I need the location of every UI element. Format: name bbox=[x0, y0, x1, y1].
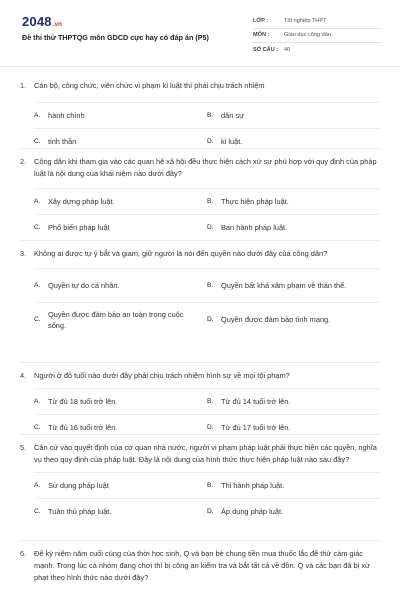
option-text: tinh thần bbox=[48, 137, 77, 147]
question-number: 2. bbox=[20, 157, 27, 166]
logo-text: 2048 bbox=[22, 14, 52, 29]
option-a[interactable] bbox=[34, 280, 207, 291]
question-4 bbox=[20, 370, 380, 440]
option-text: Sử dụng pháp luật bbox=[48, 481, 109, 491]
question-header bbox=[20, 548, 380, 585]
option-text: Từ đủ 14 tuổi trở lên. bbox=[221, 397, 291, 407]
option-text: Ban hành pháp luật. bbox=[221, 223, 288, 233]
option-c[interactable] bbox=[34, 222, 207, 233]
meta-key: LỚP : bbox=[253, 17, 269, 24]
question-header bbox=[20, 248, 380, 260]
question-number: 5. bbox=[20, 443, 27, 452]
question-number: 3. bbox=[20, 249, 27, 258]
option-text: Quyền tự do cá nhân. bbox=[48, 281, 120, 291]
option-text: Quyền được đảm bảo tính mạng. bbox=[221, 315, 331, 325]
option-text: Tuân thủ pháp luật. bbox=[48, 507, 112, 517]
question-text: Cán bộ, công chức, viên chức vi phạm kỉ luật thì phải chịu trách nhiệm bbox=[34, 81, 265, 90]
question-number: 4. bbox=[20, 371, 27, 380]
question-divider bbox=[20, 540, 380, 541]
option-letter: C. bbox=[34, 424, 41, 432]
option-text: Quyền bất khả xâm phạm về thân thể. bbox=[221, 281, 347, 291]
option-row bbox=[34, 129, 380, 154]
option-letter: D. bbox=[207, 316, 214, 324]
question-divider bbox=[20, 240, 380, 241]
option-row bbox=[34, 103, 380, 129]
question-divider bbox=[20, 148, 380, 149]
option-c[interactable] bbox=[34, 309, 207, 331]
question-divider bbox=[20, 434, 380, 435]
question-number: 6. bbox=[20, 549, 27, 558]
option-text: Thực hiện pháp luật. bbox=[221, 197, 289, 207]
option-letter: C. bbox=[34, 508, 41, 516]
question-header bbox=[20, 442, 380, 466]
option-d[interactable] bbox=[207, 136, 380, 147]
question-header bbox=[20, 80, 380, 92]
option-a[interactable] bbox=[34, 110, 207, 121]
question-3 bbox=[20, 248, 380, 336]
meta-value: 40 bbox=[284, 46, 291, 53]
option-b[interactable] bbox=[207, 396, 380, 407]
option-letter: B. bbox=[207, 112, 214, 120]
question-1 bbox=[20, 80, 380, 154]
option-text: Phổ biến pháp luật bbox=[48, 223, 110, 233]
question-2 bbox=[20, 156, 380, 240]
option-letter: D. bbox=[207, 224, 214, 232]
option-text: Từ đủ 16 tuổi trở lên. bbox=[48, 423, 118, 433]
option-letter: A. bbox=[34, 398, 41, 406]
option-row bbox=[34, 303, 380, 336]
answer-options bbox=[34, 472, 380, 524]
option-text: dân sự bbox=[221, 111, 245, 121]
answer-options bbox=[34, 388, 380, 440]
site-logo[interactable] bbox=[22, 14, 62, 29]
option-letter: B. bbox=[207, 282, 214, 290]
meta-value: Tốt nghiệp THPT bbox=[284, 17, 327, 24]
option-row bbox=[34, 269, 380, 303]
meta-row-count bbox=[253, 43, 381, 57]
option-a[interactable] bbox=[34, 396, 207, 407]
question-text: Không ai được tự ý bắt và giam, giữ người là nói đến quyền nào dưới đây của công dân? bbox=[34, 249, 328, 258]
question-header bbox=[20, 370, 380, 382]
option-c[interactable] bbox=[34, 506, 207, 517]
question-text: Để kỷ niệm năm cuối cùng của thời học sinh, Q và bạn bè chung tiền mua thuốc lắc để thử cảm giác mạnh. Trong lúc cả nhóm đang chơi thì bị công an kiểm tra và bắt tất cả về đồn. Q và các bạn đã bị xử phạt theo hình thức nào dưới đây? bbox=[34, 549, 370, 583]
option-row bbox=[34, 415, 380, 440]
exam-meta-table bbox=[253, 14, 381, 57]
answer-options bbox=[34, 268, 380, 336]
option-d[interactable] bbox=[207, 222, 380, 233]
option-letter: C. bbox=[34, 224, 41, 232]
option-letter: A. bbox=[34, 282, 41, 290]
option-text: kỉ luật. bbox=[221, 137, 243, 147]
option-letter: D. bbox=[207, 424, 214, 432]
question-text: Công dân khi tham gia vào các quan hệ xã hội đều thực hiện cách xử sự phù hợp với quy định của pháp luật là nội dung của khái niệm nào dưới đây? bbox=[34, 157, 377, 179]
question-5 bbox=[20, 442, 380, 524]
option-letter: A. bbox=[34, 112, 41, 120]
option-c[interactable] bbox=[34, 136, 207, 147]
option-letter: A. bbox=[34, 198, 41, 206]
option-d[interactable] bbox=[207, 506, 380, 517]
option-d[interactable] bbox=[207, 422, 380, 433]
question-number: 1. bbox=[20, 81, 27, 90]
option-letter: B. bbox=[207, 398, 214, 406]
question-text: Căn cứ vào quyết định của cơ quan nhà nước, người vi phạm pháp luật phải thực hiện các quyền, nghĩa vụ theo quy định của pháp luật. Đây là nội dung của hình thức thực hiện pháp luật nào sau đây? bbox=[34, 443, 377, 465]
option-text: Từ đủ 18 tuổi trở lên. bbox=[48, 397, 118, 407]
option-text: hành chính bbox=[48, 111, 85, 121]
option-row bbox=[34, 215, 380, 240]
option-b[interactable] bbox=[207, 480, 380, 491]
option-letter: C. bbox=[34, 316, 41, 324]
option-text: Xây dựng pháp luật. bbox=[48, 197, 115, 207]
option-text: Từ đủ 17 tuổi trở lên. bbox=[221, 423, 291, 433]
option-a[interactable] bbox=[34, 196, 207, 207]
option-text: Thi hành pháp luật. bbox=[221, 481, 285, 491]
option-text: Áp dụng pháp luật. bbox=[221, 507, 284, 517]
answer-options bbox=[34, 102, 380, 154]
document-title: Đề thi thử THPTQG môn GDCD cực hay có đáp án (P5) bbox=[22, 33, 209, 42]
option-letter: D. bbox=[207, 138, 214, 146]
option-b[interactable] bbox=[207, 110, 380, 121]
question-header bbox=[20, 156, 380, 180]
meta-row-class bbox=[253, 14, 381, 29]
answer-options bbox=[34, 188, 380, 240]
option-row bbox=[34, 473, 380, 499]
meta-key: MÔN : bbox=[253, 32, 270, 39]
option-row bbox=[34, 499, 380, 524]
question-6 bbox=[20, 548, 380, 585]
option-b[interactable] bbox=[207, 280, 380, 291]
option-letter: B. bbox=[207, 198, 214, 206]
option-letter: C. bbox=[34, 138, 41, 146]
meta-value: Giáo dục công dân bbox=[284, 32, 331, 39]
option-b[interactable] bbox=[207, 196, 380, 207]
question-divider bbox=[20, 362, 380, 363]
header-divider bbox=[0, 66, 400, 67]
option-row bbox=[34, 189, 380, 215]
logo-suffix: .vn bbox=[52, 22, 63, 28]
option-letter: B. bbox=[207, 482, 214, 490]
option-c[interactable] bbox=[34, 422, 207, 433]
question-text: Người ở độ tuổi nào dưới đây phải chịu trách nhiệm hình sự về mọi tội phạm? bbox=[34, 371, 290, 380]
option-a[interactable] bbox=[34, 480, 207, 491]
option-text: Quyền được đảm bảo an toàn trong cuộc sống. bbox=[48, 309, 184, 330]
option-letter: A. bbox=[34, 482, 41, 490]
option-d[interactable] bbox=[207, 314, 380, 325]
document-header bbox=[0, 0, 400, 66]
meta-row-subject bbox=[253, 29, 381, 44]
option-row bbox=[34, 389, 380, 415]
option-letter: D. bbox=[207, 508, 214, 516]
meta-key: SỐ CÂU : bbox=[253, 46, 279, 53]
